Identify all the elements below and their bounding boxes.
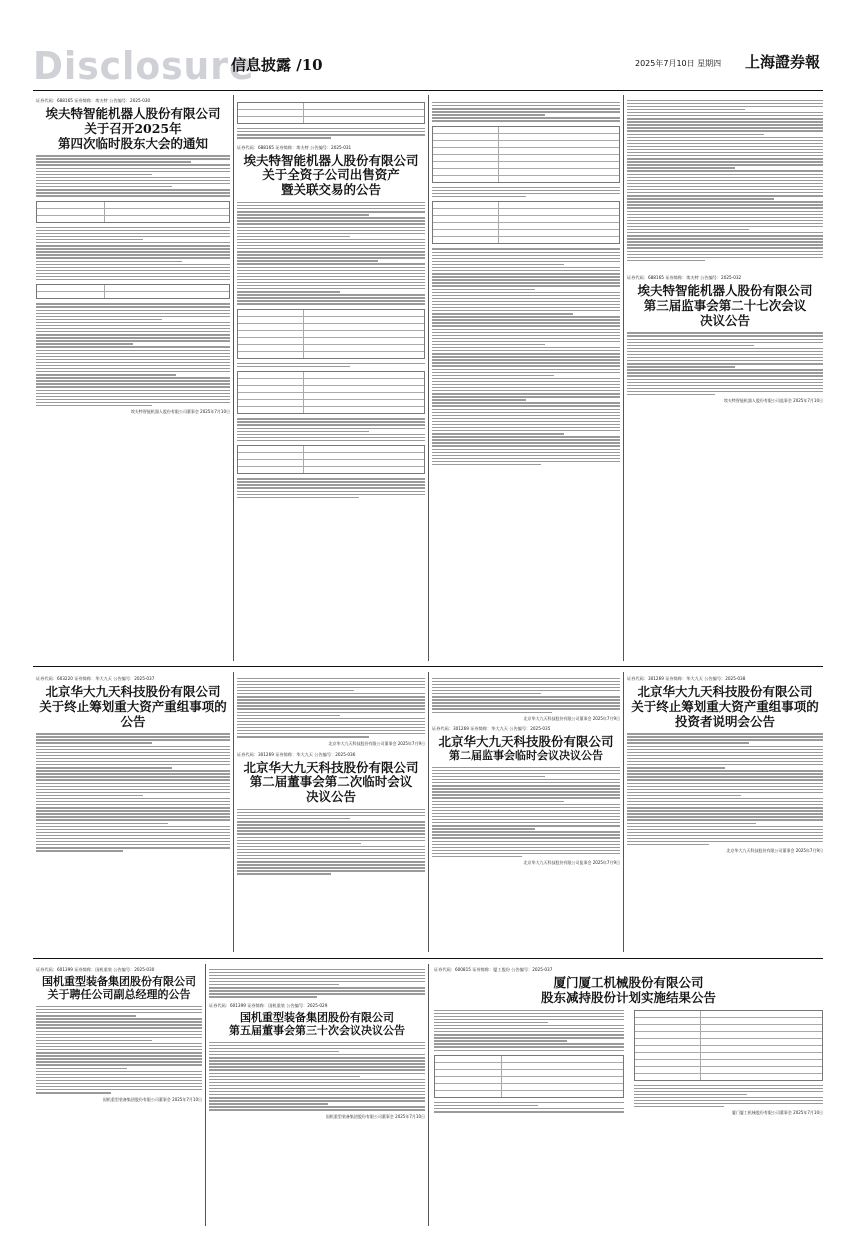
notice-footer: 北京华大九天科技股份有限公司董事会 2025年7月9日 — [328, 740, 425, 746]
notice-title-line: 关于全资子公司出售资产 — [262, 167, 400, 183]
notice-footer: 厦门厦工机械股份有限公司董事会 2025年7月10日 — [731, 1110, 823, 1116]
proxy-table — [237, 102, 425, 124]
target-financials-table — [432, 201, 620, 244]
column-divider — [623, 672, 624, 952]
notice-title-line: 关于聘任公司副总经理的公告 — [47, 987, 191, 1001]
notice-footer: 北京华大九天科技股份有限公司董事会 2025年7月9日 — [523, 715, 620, 721]
notice-body — [36, 155, 230, 406]
notice-body — [627, 733, 823, 845]
notice-title-line: 第三届监事会第二十七次会议 — [643, 297, 807, 313]
notice-efort-asset-sale — [237, 98, 425, 658]
notice-title-line: 埃夫特智能机器人股份有限公司 — [243, 152, 419, 168]
shareholder-table — [434, 1055, 624, 1098]
notice-meta: 证券代码：688165 证券简称：埃夫特 公告编号：2025-031 — [237, 144, 352, 150]
notice-efort-shareholder-meeting — [36, 98, 230, 658]
masthead-rule — [33, 90, 823, 91]
column-divider — [233, 95, 234, 661]
section-divider-1 — [33, 666, 823, 667]
notice-empyrean-board-resolution — [237, 676, 425, 952]
notice-title-line: 关于终止筹划重大资产重组事项的 — [39, 698, 227, 714]
newspaper-name: 上海證券報 — [745, 53, 821, 71]
notice-body-left — [434, 1006, 624, 1117]
column-divider — [428, 95, 429, 661]
notice-body — [432, 767, 620, 858]
reduction-result-table — [634, 1010, 824, 1081]
notice-empyrean-supervisory-resolution — [432, 676, 620, 952]
notice-title-line: 关于召开2025年 — [84, 120, 182, 136]
notice-title-line: 股东减持股份计划实施结果公告 — [540, 989, 716, 1005]
notice-efort-asset-sale-continued — [432, 98, 620, 658]
notice-title-line: 决议公告 — [699, 312, 750, 328]
column-divider — [205, 964, 206, 1226]
notice-meta: 证券代码：600815 证券简称：厦工股份 公告编号：2025-037 — [434, 967, 553, 972]
brand-logo: Disclosure — [33, 44, 255, 88]
notice-meta: 证券代码：688165 证券简称：埃夫特 公告编号：2025-032 — [627, 275, 742, 281]
notice-title-line: 埃夫特智能机器人股份有限公司 — [45, 106, 221, 121]
column-divider — [428, 964, 429, 1226]
notice-meta: 证券代码：301269 证券简称：华大九天 公告编号：2025-035 — [432, 725, 551, 731]
notice-title-line: 北京华大九天科技股份有限公司 — [243, 759, 419, 775]
notice-body — [432, 102, 620, 465]
column-divider — [623, 95, 624, 661]
notice-meta: 证券代码：603220 证券简称：华大九天 公告编号：2025-037 — [36, 676, 155, 681]
notice-meta: 证券代码：688165 证券简称：埃夫特 公告编号：2025-030 — [36, 98, 151, 103]
notice-body — [432, 678, 620, 713]
notice-meta: 证券代码：601399 证券简称：国机重装 公告编号：2025-030 — [36, 967, 155, 972]
notice-body — [237, 809, 425, 875]
financial-table — [237, 371, 425, 414]
notice-empyrean-investor-briefing — [627, 676, 823, 952]
notice-body — [237, 128, 425, 139]
notice-body — [627, 332, 823, 395]
notice-title-line: 国机重型装备集团股份有限公司 — [240, 1010, 394, 1024]
notice-title-line: 第二届董事会第二次临时会议 — [249, 774, 413, 790]
notice-title-line: 北京华大九天科技股份有限公司 — [438, 733, 614, 749]
notice-xgma-share-reduction — [434, 967, 823, 1225]
asset-table — [237, 309, 425, 359]
notice-body — [209, 969, 425, 998]
notice-title-line: 决议公告 — [305, 789, 356, 805]
notice-footer: 北京华大九天科技股份有限公司监事会 2025年7月9日 — [523, 860, 620, 866]
notice-title-line: 第四次临时股东大会的通知 — [57, 135, 208, 151]
notice-title-line: 投资者说明会公告 — [674, 713, 775, 729]
notice-body — [209, 1042, 425, 1111]
notice-title-line: 北京华大九天科技股份有限公司 — [637, 684, 813, 699]
notice-sinoheavy-board-resolution — [209, 967, 425, 1225]
notice-title-line: 埃夫特智能机器人股份有限公司 — [637, 283, 813, 299]
notice-body-right — [634, 1006, 824, 1117]
notice-footer: 国机重型装备集团股份有限公司董事会 2025年7月10日 — [325, 1113, 425, 1119]
notice-empyrean-terminate-restructuring — [36, 676, 230, 952]
notice-title-line: 国机重型装备集团股份有限公司 — [42, 975, 196, 988]
registration-table — [36, 284, 230, 299]
notice-body — [237, 678, 425, 738]
notice-footer: 埃夫特智能机器人股份有限公司董事会 2025年7月10日 — [130, 409, 230, 415]
notice-footer: 埃夫特智能机器人股份有限公司监事会 2025年7月10日 — [723, 398, 823, 404]
notice-efort-supervisory-board — [627, 98, 823, 658]
column-divider — [233, 672, 234, 952]
column-divider — [428, 672, 429, 952]
notice-title-line: 公告 — [120, 713, 146, 729]
notice-title-line: 关于终止筹划重大资产重组事项的 — [631, 698, 819, 714]
notice-title-line: 第五届董事会第三十次会议决议公告 — [229, 1023, 405, 1037]
notice-footer: 北京华大九天科技股份有限公司董事会 2025年7月9日 — [726, 848, 823, 854]
notice-footer: 国机重型装备集团股份有限公司董事会 2025年7月10日 — [102, 1096, 202, 1102]
notice-meta: 证券代码：301269 证券简称：华大九天 公告编号：2025-038 — [627, 676, 746, 681]
notice-meta: 证券代码：301269 证券简称：华大九天 公告编号：2025-036 — [237, 751, 356, 757]
notice-body — [237, 202, 425, 498]
buyer-table — [237, 445, 425, 474]
buyer-info-table — [432, 126, 620, 183]
notice-title-line: 第二届监事会临时会议决议公告 — [449, 748, 603, 762]
notice-body — [36, 733, 230, 851]
agenda-table — [36, 201, 230, 223]
notice-sinoheavy-vice-president — [36, 967, 202, 1225]
masthead — [33, 44, 823, 86]
section-divider-2 — [33, 958, 823, 959]
notice-body — [36, 1006, 202, 1094]
issue-date: 2025年7月10日 星期四 — [635, 59, 722, 68]
notice-meta: 证券代码：601399 证券简称：国机重装 公告编号：2025-029 — [209, 1002, 328, 1008]
notice-body-columns — [434, 1006, 823, 1117]
section-title: 信息披露 /10 — [231, 56, 323, 74]
notice-title-line: 北京华大九天科技股份有限公司 — [45, 684, 221, 699]
notice-body — [627, 100, 823, 261]
notice-title-line: 暨关联交易的公告 — [280, 182, 381, 198]
notice-title-line: 厦门厦工机械股份有限公司 — [553, 975, 704, 990]
